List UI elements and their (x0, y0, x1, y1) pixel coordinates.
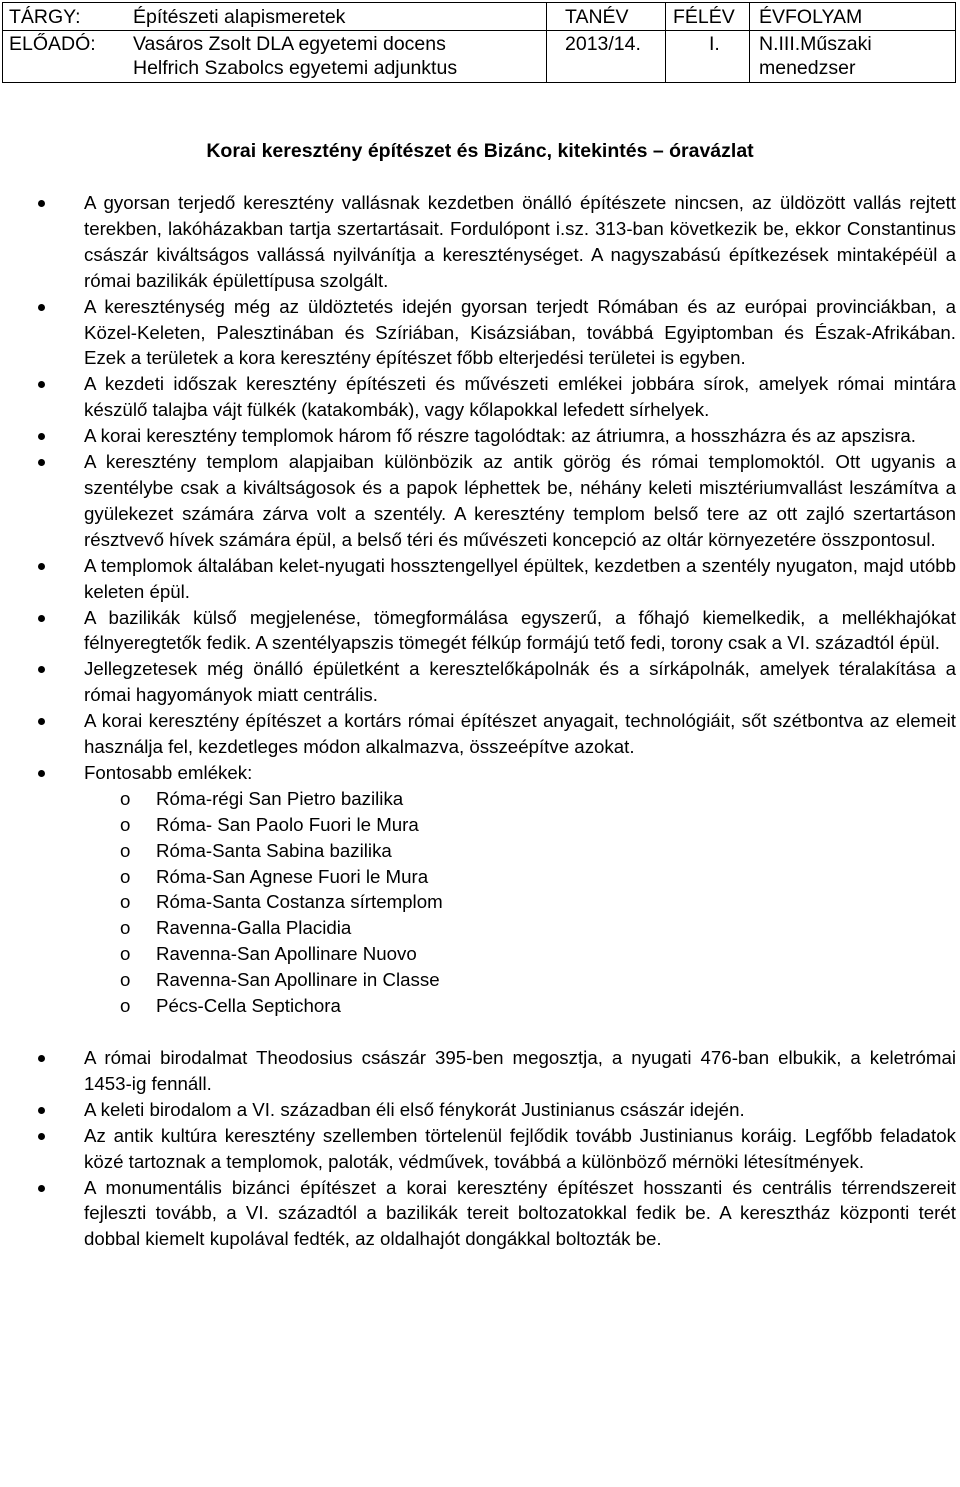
monument-name: Ravenna-Galla Placidia (156, 917, 352, 939)
bullet-item (0, 605, 960, 657)
bullet-item (0, 190, 960, 294)
monument-item (0, 786, 960, 812)
subject-value: Építészeti alapismeretek (133, 6, 346, 28)
bullet-text: Jellegzetesek még önálló épületként a keresztelőkápolnák és a sírkápolnák, amelyek téralakítása a római hagyományok miatt centrális. (84, 658, 956, 706)
bullet-item (0, 449, 960, 553)
monument-item (0, 993, 960, 1019)
bullet-text: A kereszténység még az üldöztetés idején gyorsan terjedt Rómában és az európai provinciákban, a Közel-Keleten, Palesztinában és Szíriában, Kisázsiában, továbbá Egyiptomban és Észak-Afrikában. Ezek a területek a kora keresztény építészet főbb elterjedési területei is egyben. (84, 295, 956, 369)
sub-bullet-marker: o (120, 995, 131, 1017)
bullet-text: A bazilikák külső megjelenése, tömegformálása egyszerű, a főhajó kiemelkedik, a mellékhajókat félnyeregtetők fedik. A szentélyapszis tömegét félkúp formájú tető fedi, torony csak a VI. századtól épül. (84, 606, 956, 654)
lecturer-label: ELŐADÓ: (9, 33, 96, 55)
bullet-icon (38, 718, 45, 725)
monument-name: Ravenna-San Apollinare in Classe (156, 969, 440, 991)
lecturer-name-1: Vasáros Zsolt DLA egyetemi docens (133, 33, 446, 55)
lecturer-name-2: Helfrich Szabolcs egyetemi adjunktus (133, 57, 458, 79)
page-title: Korai keresztény építészet és Bizánc, kitekintés – óravázlat (206, 140, 754, 162)
semester-label: FÉLÉV (673, 6, 735, 28)
monument-list (0, 786, 960, 1019)
sub-bullet-marker: o (120, 891, 131, 913)
bullet-text: A monumentális bizánci építészet a korai keresztény építészet hosszanti és centrális térrendszereit fejleszti tovább, a VI. századtól a bazilikák tereit boltozatokkal fedik be. A keresztház központi terét dobbal kiemelt kupolával fedték, az oldalhajót dongákkal boltozták be. (84, 1176, 956, 1250)
bullet-item (0, 760, 960, 786)
sub-bullet-marker: o (120, 787, 131, 809)
bullet-text: A kezdeti időszak keresztény építészeti és művészeti emlékei jobbára sírok, amelyek római mintára készülő talajba vájt fülkék (katakombák), vagy kőlapokkal lefedett sírhelyek. (84, 373, 956, 421)
year-group-label: ÉVFOLYAM (759, 6, 863, 28)
bullet-text: A templomok általában kelet-nyugati hossztengellyel épültek, kezdetben a szentély nyugaton, majd utóbb keleten épül. (84, 554, 956, 602)
sub-bullet-marker: o (120, 969, 131, 991)
bullet-text: A keresztény templom alapjaiban különbözik az antik görög és római templomoktól. Ott ugyanis a szentélybe csak a kiváltságosok és a papok léphettek be, néhány keleti misztériumvallást leszámítva a gyülekezet számára zárva volt a szentély. A keresztény templom belső tere az ott zajló szertartáson résztvevő hívek számára épül, a belső téri és művészeti koncepció az oltár környezetére összpontosul. (84, 451, 956, 550)
semester-value: I. (709, 33, 720, 55)
header-divider (749, 3, 750, 82)
bullet-item (0, 294, 960, 372)
bullet-item (0, 1175, 960, 1253)
monument-name: Pécs-Cella Septichora (156, 995, 341, 1017)
header-divider (546, 3, 547, 82)
monument-name: Róma- San Paolo Fuori le Mura (156, 813, 419, 835)
bullet-icon (38, 433, 45, 440)
bullet-icon (38, 1185, 45, 1192)
sub-bullet-marker: o (120, 813, 131, 835)
bullet-item (0, 1097, 960, 1123)
subject-label: TÁRGY: (9, 6, 81, 28)
monument-name: Róma-Santa Sabina bazilika (156, 839, 392, 861)
bullet-icon (38, 200, 45, 207)
bullet-icon (38, 381, 45, 388)
sub-bullet-marker: o (120, 917, 131, 939)
monument-item (0, 967, 960, 993)
monument-item (0, 812, 960, 838)
bullet-item (0, 708, 960, 760)
bullet-item (0, 1123, 960, 1175)
bullet-text: Az antik kultúra keresztény szellemben törtelenül fejlődik tovább Justinianus koráig. Legfőbb feladatok közé tartoznak a templomok, paloták, védművek, továbbá a különböző mérnöki létesítmények. (84, 1124, 956, 1172)
sub-bullet-marker: o (120, 943, 131, 965)
bullet-text: A keleti birodalom a VI. században éli első fénykorát Justinianus császár idején. (84, 1098, 745, 1120)
bullet-text: Fontosabb emlékek: (84, 761, 253, 783)
bullet-icon (38, 459, 45, 466)
bullet-item (0, 656, 960, 708)
sub-bullet-marker: o (120, 839, 131, 861)
bullet-item (0, 371, 960, 423)
monument-item (0, 838, 960, 864)
academic-year-label: TANÉV (565, 6, 629, 28)
monument-name: Ravenna-San Apollinare Nuovo (156, 943, 417, 965)
monument-item (0, 941, 960, 967)
academic-year-value: 2013/14. (565, 33, 641, 55)
bullet-icon (38, 666, 45, 673)
monument-name: Róma-régi San Pietro bazilika (156, 787, 404, 809)
spacer (0, 1019, 960, 1045)
year-group-value-1: N.III.Műszaki (759, 33, 872, 55)
bullet-icon (38, 1133, 45, 1140)
year-group-value-2: menedzser (759, 57, 856, 79)
bullet-item (0, 1045, 960, 1097)
monument-name: Róma-San Agnese Fuori le Mura (156, 865, 429, 887)
sub-bullet-marker: o (120, 865, 131, 887)
bullet-list-2 (0, 1045, 960, 1252)
bullet-item (0, 553, 960, 605)
bullet-icon (38, 1107, 45, 1114)
bullet-icon (38, 563, 45, 570)
bullet-list (0, 190, 960, 786)
monument-name: Róma-Santa Costanza sírtemplom (156, 891, 443, 913)
bullet-icon (38, 304, 45, 311)
bullet-item (0, 423, 960, 449)
bullet-text: A gyorsan terjedő keresztény vallásnak kezdetben önálló építészete nincsen, az üldözött vallás rejtett terekben, lakóházakban tartja szertartásait. Fordulópont i.sz. 313-ban következik be, ekkor Constantinus császár kiváltságos vallássá nyilvánítja a kereszténységet. A nagyszabású építkezések mintaképéül a római bazilikák épülettípusa szolgált. (84, 192, 956, 291)
monument-item (0, 915, 960, 941)
bullet-text: A korai keresztény templomok három fő részre tagolódtak: az átriumra, a hosszházra és az apszisra. (84, 425, 916, 447)
header-divider (665, 3, 666, 82)
bullet-icon (38, 1055, 45, 1062)
bullet-text: A római birodalmat Theodosius császár 395-ben megosztja, a nyugati 476-ban elbukik, a keletrómai 1453-ig fennáll. (84, 1047, 956, 1094)
bullet-text: A korai keresztény építészet a kortárs római építészet anyagait, technológiáit, sőt szétbontva az elemeit használja fel, kezdetleges módon alkalmazva, összeépítve azokat. (84, 710, 956, 758)
bullet-icon (38, 615, 45, 622)
course-header-table (2, 2, 956, 83)
bullet-icon (38, 770, 45, 777)
monument-item (0, 864, 960, 890)
lecture-outline (0, 190, 960, 1252)
monument-item (0, 889, 960, 915)
